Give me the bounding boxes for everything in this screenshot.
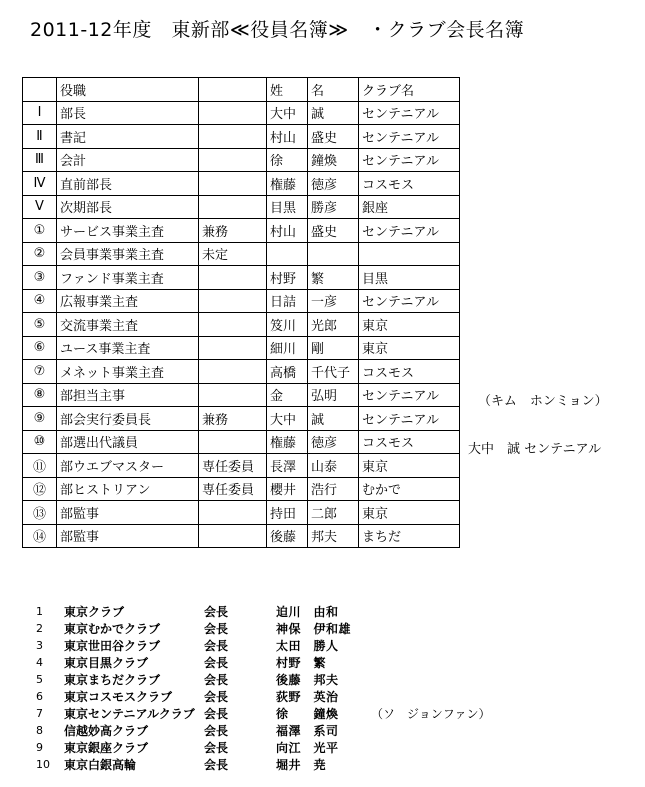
table-row [23,195,460,219]
page-title: 2011-12年度 東新部≪役員名簿≫ ・クラブ会長名簿 [30,19,525,41]
position-cell: 部ウエブマスター [57,454,199,478]
club-number: 8 [36,724,43,737]
club-name-cell: 東京 [359,336,460,360]
position-cell: 次期部長 [57,195,199,219]
table-row [23,219,460,243]
remark-cell [199,383,267,407]
position-cell: 部選出代議員 [57,430,199,454]
club-role: 会長 [204,707,229,721]
club-name: 東京白銀高輪 [64,758,137,772]
header-row-number [23,78,57,102]
row-number-cell: ④ [23,289,57,313]
club-name-cell: 東京 [359,313,460,337]
table-row [23,477,460,501]
remark-cell [199,336,267,360]
club-name-cell: センテニアル [359,407,460,431]
club-list-item [34,688,491,705]
club-number: 6 [36,690,43,703]
row-number-cell: ⑤ [23,313,57,337]
club-role: 会長 [204,758,229,772]
remark-cell [199,524,267,548]
club-list-item [34,654,491,671]
remark-cell [199,289,267,313]
given-name-cell: 浩行 [308,477,359,501]
club-name: 東京まちだクラブ [64,673,161,687]
club-role: 会長 [204,673,229,687]
club-note [371,603,491,620]
club-president: 堀井 尭 [276,758,327,772]
club-name: 東京コスモスクラブ [64,690,173,704]
club-list-item [34,722,491,739]
table-row [23,336,460,360]
surname-cell: 持田 [267,501,308,525]
club-note [371,739,491,756]
given-name-cell [308,242,359,266]
club-president: 迫川 由和 [276,605,339,619]
remark-cell [199,360,267,384]
surname-cell: 金 [267,383,308,407]
surname-cell: 大中 [267,407,308,431]
club-note [371,756,491,773]
position-cell: ファンド事業主査 [57,266,199,290]
club-name-cell: まちだ [359,524,460,548]
surname-cell: 目黒 [267,195,308,219]
club-list-item [34,620,491,637]
remark-cell [199,313,267,337]
given-name-cell: 千代子 [308,360,359,384]
club-president: 向江 光平 [276,741,339,755]
header-given-name: 名 [308,78,359,102]
club-note [371,688,491,705]
club-note [371,671,491,688]
position-cell: 直前部長 [57,172,199,196]
position-cell: 部長 [57,101,199,125]
row-number-cell: ⑩ [23,430,57,454]
position-cell: 部ヒストリアン [57,477,199,501]
given-name-cell: 鐘煥 [308,148,359,172]
remark-cell [199,266,267,290]
position-cell: 書記 [57,125,199,149]
club-name: 東京銀座クラブ [64,741,149,755]
table-row [23,407,460,431]
position-cell: ユース事業主査 [57,336,199,360]
row-number-cell: ⑫ [23,477,57,501]
surname-cell: 徐 [267,148,308,172]
club-name-cell: 銀座 [359,195,460,219]
table-row [23,148,460,172]
remark-cell: 未定 [199,242,267,266]
club-role: 会長 [204,741,229,755]
club-list-item [34,705,491,722]
given-name-cell: 誠 [308,101,359,125]
row-number-cell: ① [23,219,57,243]
club-role: 会長 [204,639,229,653]
table-row [23,125,460,149]
club-role: 会長 [204,656,229,670]
club-note [371,620,491,637]
club-number: 9 [36,741,43,754]
club-president: 太田 勝人 [276,639,339,653]
table-row [23,430,460,454]
surname-cell: 日詰 [267,289,308,313]
remark-cell [199,430,267,454]
club-number: 3 [36,639,43,652]
officer-roster-table [22,77,460,548]
row-number-cell: ⑪ [23,454,57,478]
club-role: 会長 [204,724,229,738]
club-name-cell: センテニアル [359,219,460,243]
remark-cell [199,101,267,125]
club-note: （ソ ジョンファン） [371,707,491,721]
given-name-cell: 光郎 [308,313,359,337]
club-note [371,637,491,654]
remark-cell: 専任委員 [199,477,267,501]
given-name-cell: 徳彦 [308,172,359,196]
table-row [23,313,460,337]
table-row [23,289,460,313]
given-name-cell: 二郎 [308,501,359,525]
club-name-cell: コスモス [359,172,460,196]
club-role: 会長 [204,690,229,704]
club-name-cell: センテニアル [359,101,460,125]
club-list-item [34,637,491,654]
surname-cell [267,242,308,266]
given-name-cell: 弘明 [308,383,359,407]
club-name: 東京目黒クラブ [64,656,149,670]
surname-cell: 権藤 [267,172,308,196]
row-number-cell: ⑨ [23,407,57,431]
club-list-item [34,671,491,688]
club-name: 東京クラブ [64,605,125,619]
surname-cell: 高橋 [267,360,308,384]
club-name: 信越妙高クラブ [64,724,149,738]
given-name-cell: 剛 [308,336,359,360]
given-name-cell: 徳彦 [308,430,359,454]
position-cell: 交流事業主査 [57,313,199,337]
club-list-item [34,739,491,756]
surname-cell: 権藤 [267,430,308,454]
row-number-cell: Ⅱ [23,125,57,149]
row-number-cell: ⑥ [23,336,57,360]
club-name-cell: 東京 [359,501,460,525]
table-row [23,454,460,478]
surname-cell: 村野 [267,266,308,290]
club-name-cell [359,242,460,266]
position-cell: 会計 [57,148,199,172]
surname-cell: 村山 [267,219,308,243]
surname-cell: 櫻井 [267,477,308,501]
club-name-cell: センテニアル [359,383,460,407]
table-row [23,242,460,266]
roster-note-kim: （キム ホンミョン） [478,394,608,409]
table-row [23,266,460,290]
remark-cell [199,501,267,525]
row-number-cell: ⑬ [23,501,57,525]
club-president: 村野 繁 [276,656,327,670]
row-number-cell: ⑧ [23,383,57,407]
club-number: 7 [36,707,43,720]
club-name-cell: 東京 [359,454,460,478]
club-name-cell: コスモス [359,360,460,384]
given-name-cell: 一彦 [308,289,359,313]
surname-cell: 長澤 [267,454,308,478]
position-cell: メネット事業主査 [57,360,199,384]
header-remark [199,78,267,102]
club-name-cell: コスモス [359,430,460,454]
surname-cell: 後藤 [267,524,308,548]
club-number: 2 [36,622,43,635]
given-name-cell: 繁 [308,266,359,290]
club-name: 東京世田谷クラブ [64,639,161,653]
row-number-cell: Ⅰ [23,101,57,125]
club-name-cell: むかで [359,477,460,501]
given-name-cell: 勝彦 [308,195,359,219]
club-name-cell: センテニアル [359,148,460,172]
club-note [371,722,491,739]
row-number-cell: Ⅴ [23,195,57,219]
table-header [23,78,460,102]
surname-cell: 笈川 [267,313,308,337]
remark-cell [199,148,267,172]
club-name: 東京センテニアルクラブ [64,707,195,721]
club-president: 徐 鐘煥 [276,707,339,721]
header-position: 役職 [57,78,199,102]
row-number-cell: Ⅲ [23,148,57,172]
position-cell: 会員事業事業主査 [57,242,199,266]
remark-cell [199,172,267,196]
table-row [23,383,460,407]
header-club-name: クラブ名 [359,78,460,102]
club-role: 会長 [204,622,229,636]
table-row [23,501,460,525]
given-name-cell: 山泰 [308,454,359,478]
row-number-cell: ③ [23,266,57,290]
header-surname: 姓 [267,78,308,102]
remark-cell [199,195,267,219]
given-name-cell: 盛史 [308,125,359,149]
surname-cell: 大中 [267,101,308,125]
club-president: 神保 伊和雄 [276,622,352,636]
position-cell: 部会実行委員長 [57,407,199,431]
club-president: 後藤 邦夫 [276,673,339,687]
club-list-item [34,603,491,620]
roster-note-delegate: 大中 誠 センテニアル [468,442,602,457]
club-name: 東京むかでクラブ [64,622,161,636]
club-number: 4 [36,656,43,669]
surname-cell: 村山 [267,125,308,149]
row-number-cell: ⑭ [23,524,57,548]
remark-cell: 専任委員 [199,454,267,478]
given-name-cell: 盛史 [308,219,359,243]
table-row [23,172,460,196]
club-list-item [34,756,491,773]
row-number-cell: Ⅳ [23,172,57,196]
club-president-list [34,603,491,773]
club-role: 会長 [204,605,229,619]
remark-cell [199,125,267,149]
club-number: 10 [36,758,50,771]
club-number: 1 [36,605,43,618]
given-name-cell: 誠 [308,407,359,431]
position-cell: 広報事業主査 [57,289,199,313]
surname-cell: 細川 [267,336,308,360]
club-president: 荻野 英治 [276,690,339,704]
position-cell: サービス事業主査 [57,219,199,243]
remark-cell: 兼務 [199,219,267,243]
row-number-cell: ② [23,242,57,266]
position-cell: 部担当主事 [57,383,199,407]
club-name-cell: センテニアル [359,125,460,149]
position-cell: 部監事 [57,501,199,525]
given-name-cell: 邦夫 [308,524,359,548]
remark-cell: 兼務 [199,407,267,431]
row-number-cell: ⑦ [23,360,57,384]
club-president: 福澤 系司 [276,724,339,738]
club-number: 5 [36,673,43,686]
club-name-cell: センテニアル [359,289,460,313]
table-row [23,360,460,384]
position-cell: 部監事 [57,524,199,548]
table-row [23,101,460,125]
table-row [23,524,460,548]
club-name-cell: 目黒 [359,266,460,290]
club-note [371,654,491,671]
